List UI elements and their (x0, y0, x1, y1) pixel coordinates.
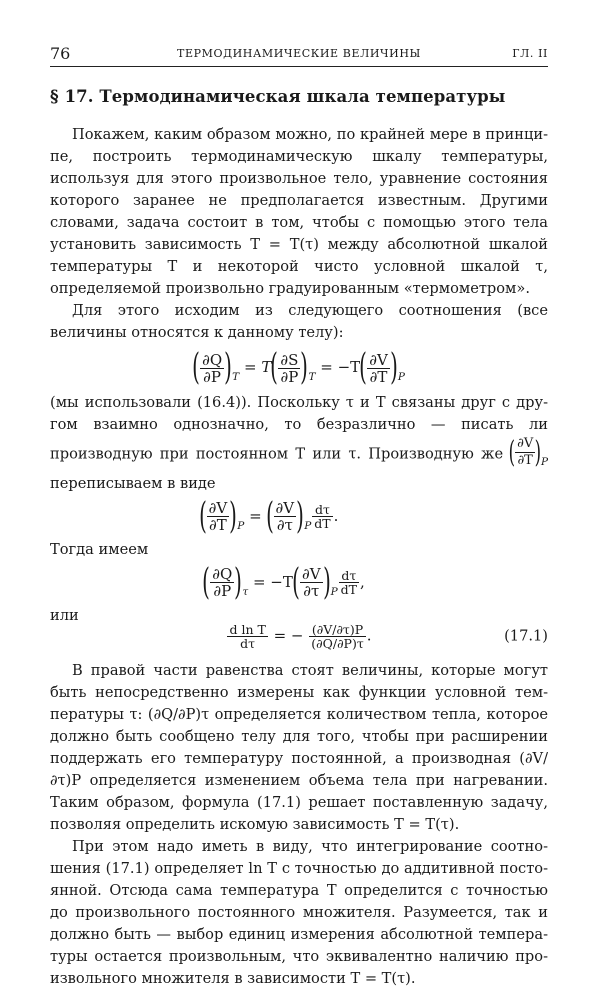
fraction: $\frac{\partial V}{\partial T}$ (369, 350, 388, 386)
section-title: § 17. Термодинамическая шкала температуры (50, 87, 506, 106)
fraction: $\frac{\partial S}{\partial P}$ (280, 350, 299, 386)
fraction: $\frac{\partial V}{\partial\tau}$ (301, 565, 321, 600)
book-page (50, 44, 548, 990)
fraction: $\frac{\partial Q}{\partial P}$ (212, 565, 233, 600)
paragraph-1: Покажем, каким образом можно, по крайней мере в принципе, построить термодинамическую шкалу температуры, используя для этого произвольное тело, уравнение состояния которого заранее не предполагается известным. Другими словами, задача состоит в том, чтобы с помощью этого тела установить зависимость T = T(τ) между абсолютной шкалой температуры T и некоторой чисто условной шкалой τ, определяемой произвольно градуированным «термометром». (50, 126, 548, 297)
equation-1: ( $\frac{\partial Q}{\partial P}$ )$_T = T$( $\frac{\partial S}{\partial P}$ )$_T = -T$( $\frac{\partial V}{\partial T}$ )$_P$ (192, 347, 405, 388)
paragraph-5: или (50, 606, 79, 624)
inline-derivative: ( $\frac{\partial V}{\partial T}$ )$_P$ (509, 434, 549, 470)
fraction: $\frac{(\partial V/\partial\tau)P}{(\partial Q/\partial P)\tau}$ (311, 621, 364, 651)
fraction: $\frac{\partial V}{\partial T}$ (208, 499, 228, 534)
page-number: 76 (50, 44, 71, 63)
running-title: ТЕРМОДИНАМИЧЕСКИЕ ВЕЛИЧИНЫ (177, 47, 421, 60)
paragraph-2: Для этого исходим из следующего соотношения (все величины относятся к данному телу): (50, 302, 548, 341)
fraction: $\frac{\text{d ln T}}{d\tau}$ (229, 621, 266, 651)
fraction: $\frac{\partial Q}{\partial P}$ (202, 350, 223, 386)
fraction: $\frac{d\tau}{dT}$ (340, 568, 357, 597)
fraction: $\frac{d\tau}{dT}$ (314, 502, 331, 531)
running-header (50, 44, 548, 67)
paragraph-6: В правой части равенства стоят величины, которые могут быть непосредственно измерены как функции условной температуры τ: (∂Q/∂P)τ определяется количеством тепла, которое должно быть сообщено телу для того, чтобы при расширении поддержать его температуру постоянной, а производная (∂V/∂τ)P определяется изменением объема тела при нагревании. Таким образом, формула (17.1) решает поставленную задачу, позволяя определить искомую зависимость T = T(τ). (50, 661, 548, 833)
paragraph-4: Тогда имеем (50, 540, 149, 558)
equation-number: (17.1) (504, 627, 548, 645)
fraction: $\frac{\partial V}{\partial\tau}$ (275, 499, 295, 534)
paragraph-3: (мы использовали (16.4)). Поскольку τ и T связаны друг с другом взаимно однозначно, то безразлично — писать ли производную при постоянном T или τ. Производную же ( $\frac{\partial V}{\partial T}$ )$_P$ переписываем в виде (50, 394, 549, 492)
equation-3: ( $\frac{\partial Q}{\partial P}$ )$_\tau = -T$( $\frac{\partial V}{\partial\tau}$ )$_P$ $\frac{d\tau}{dT}$ , (202, 561, 365, 603)
equation-2: ( $\frac{\partial V}{\partial T}$ )$_P$ = ( $\frac{\partial V}{\partial\tau}$ )$_P$ $\frac{d\tau}{dT}$ . (198, 495, 339, 537)
equation-17-1: $\frac{\text{d ln T}}{d\tau}$ = − $\frac{(\partial V/\partial\tau)P}{(\partial Q/\partial P)\tau}$ . (17.1) (229, 621, 548, 651)
chapter-label: ГЛ. II (512, 47, 548, 60)
paragraph-7: При этом надо иметь в виду, что интегрирование соотношения (17.1) определяет ln T с точностью до аддитивной постоянной. Отсюда сама температура T определится с точностью до произвольного постоянного множителя. Разумеется, так и должно быть — выбор единиц измерения абсолютной температуры остается произвольным, что эквивалентно наличию произвольного множителя в зависимости T = T(τ). (50, 837, 548, 987)
